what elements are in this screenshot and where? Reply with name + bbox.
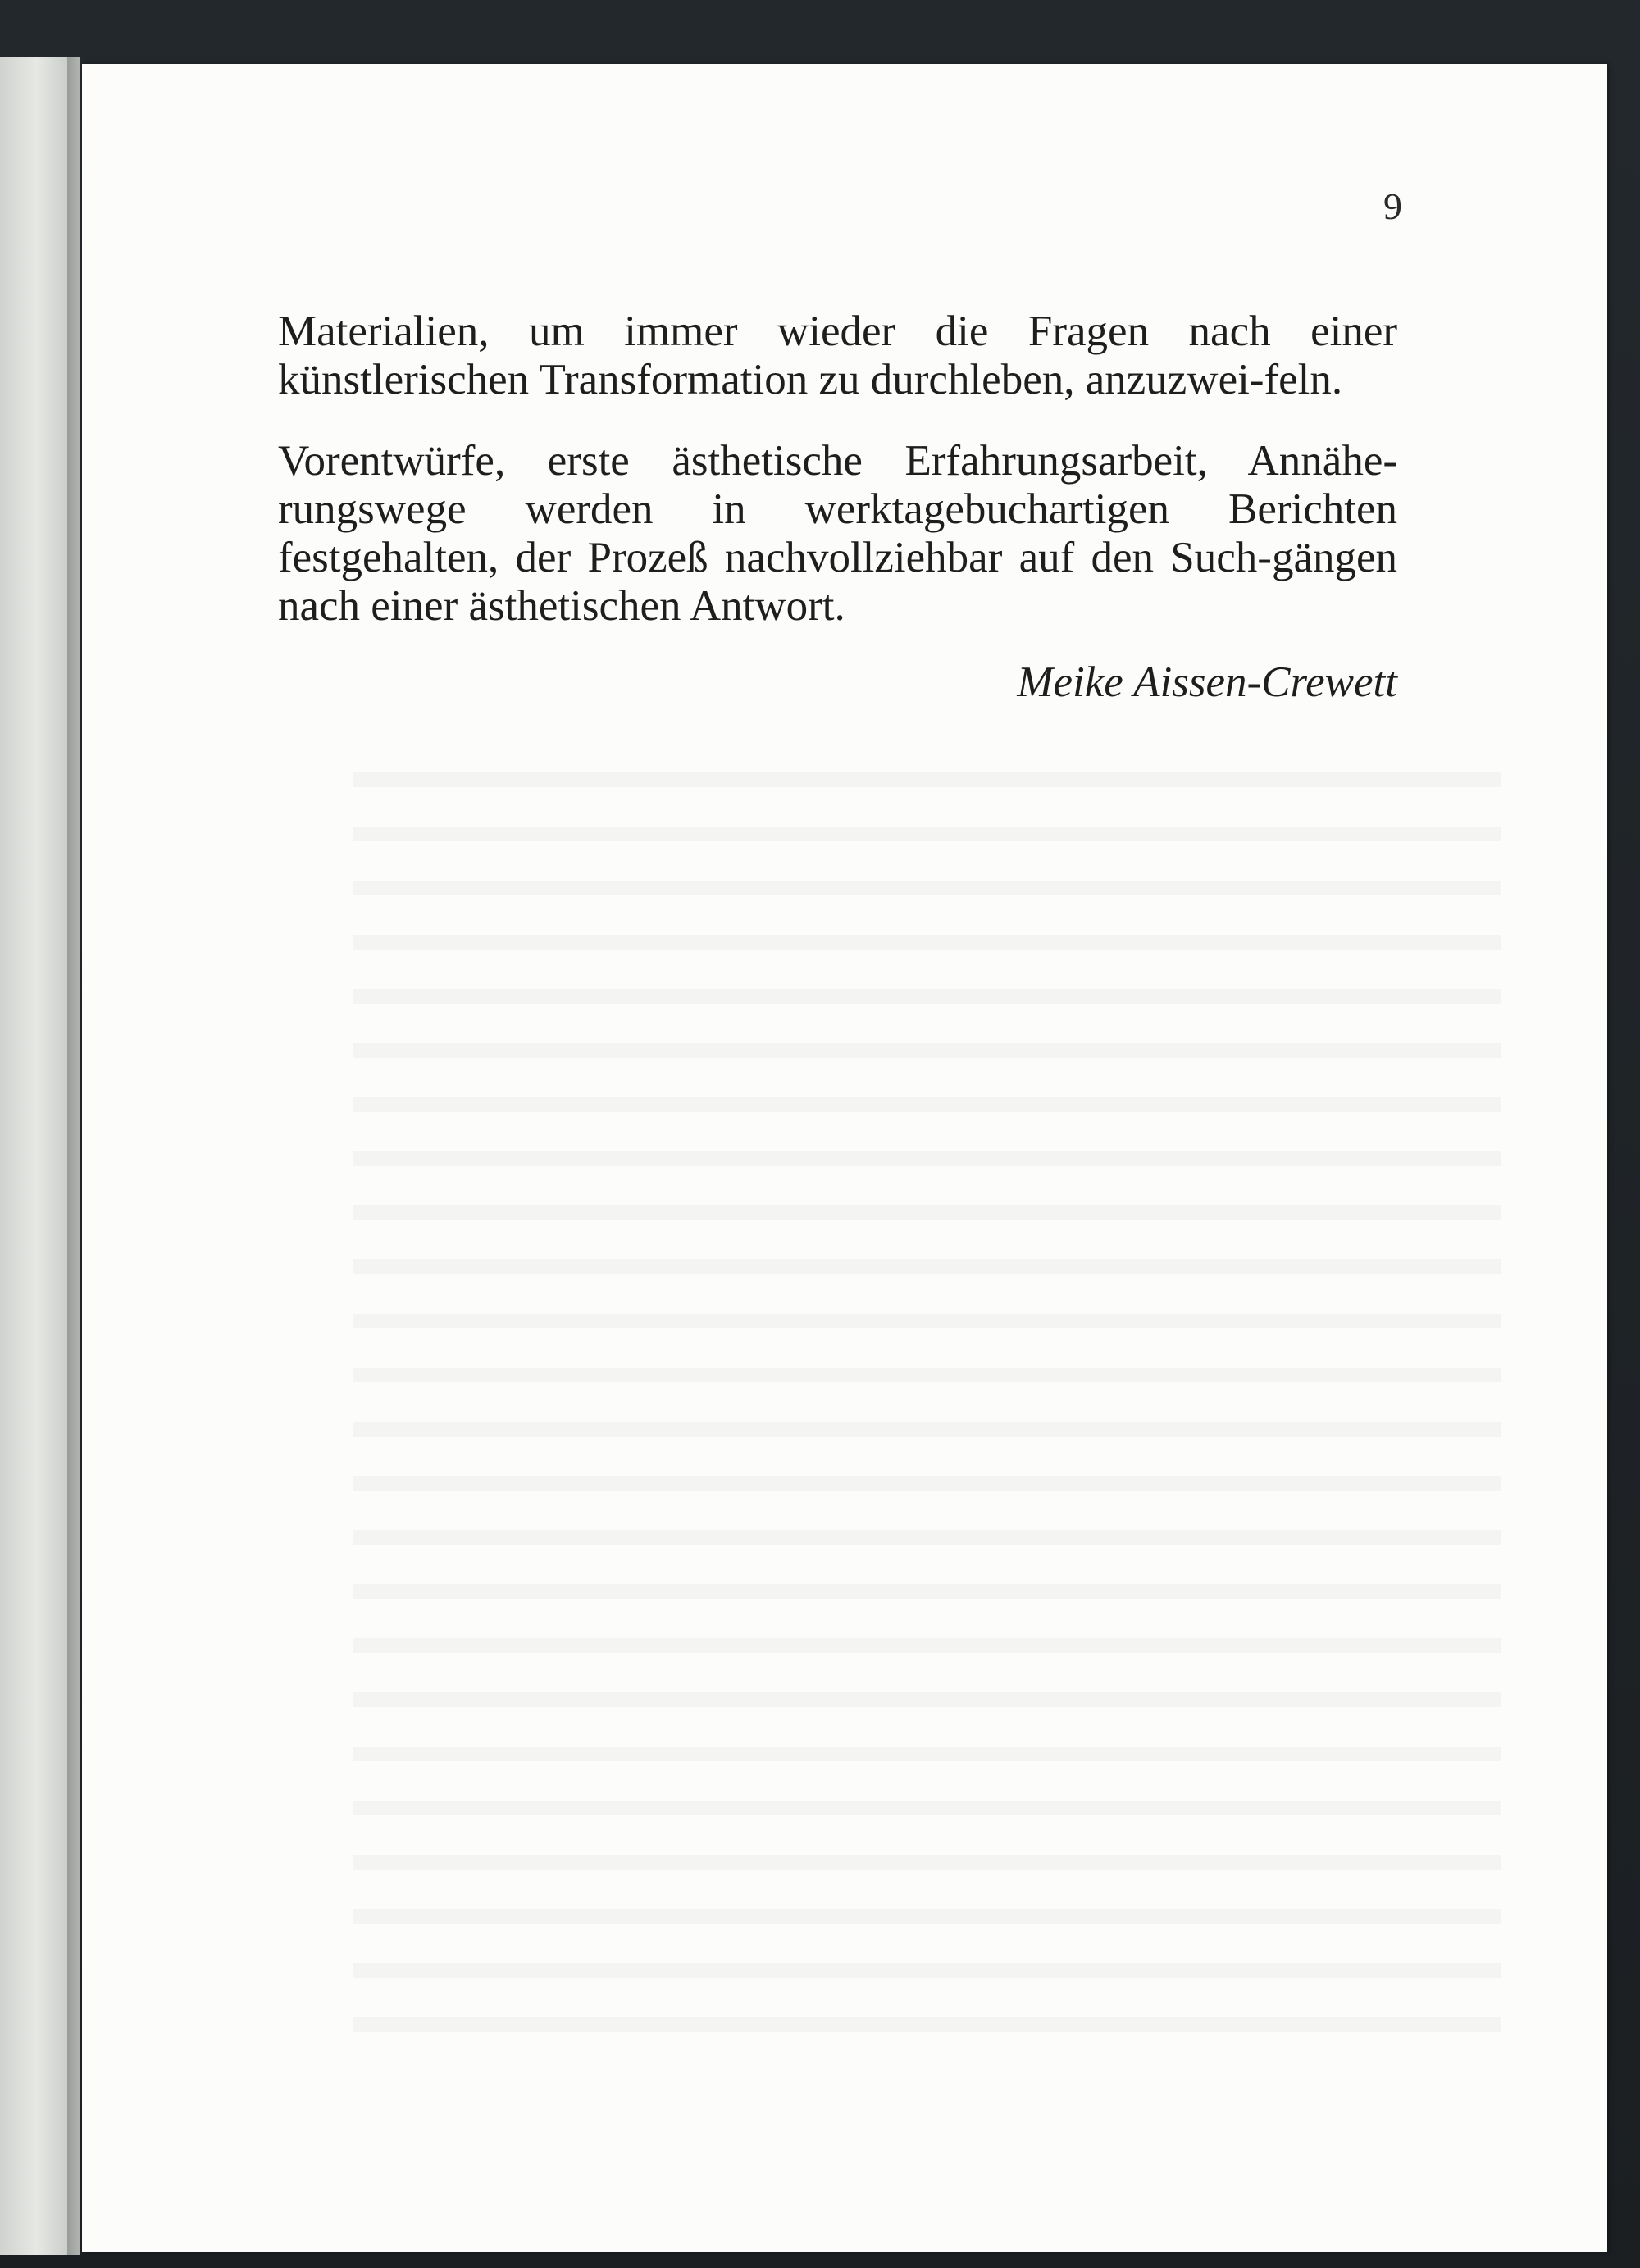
paragraph-1: Materialien, um immer wieder die Fragen nach einer künstlerischen Transformation zu durchleben, anzuzwei-feln. — [278, 307, 1397, 403]
page-body — [278, 307, 1397, 707]
page-number: 9 — [1383, 185, 1402, 227]
show-through-texture — [353, 745, 1501, 2056]
paragraph-2: Vorentwürfe, erste ästhetische Erfahrungsarbeit, Annähe-rungswege werden in werktagebuchartigen Berichten festgehalten, der Prozeß nachvollziehbar auf den Such-gängen nach einer ästhetischen Antwort. — [278, 437, 1397, 630]
author-signature: Meike Aissen-Crewett — [1017, 658, 1397, 706]
